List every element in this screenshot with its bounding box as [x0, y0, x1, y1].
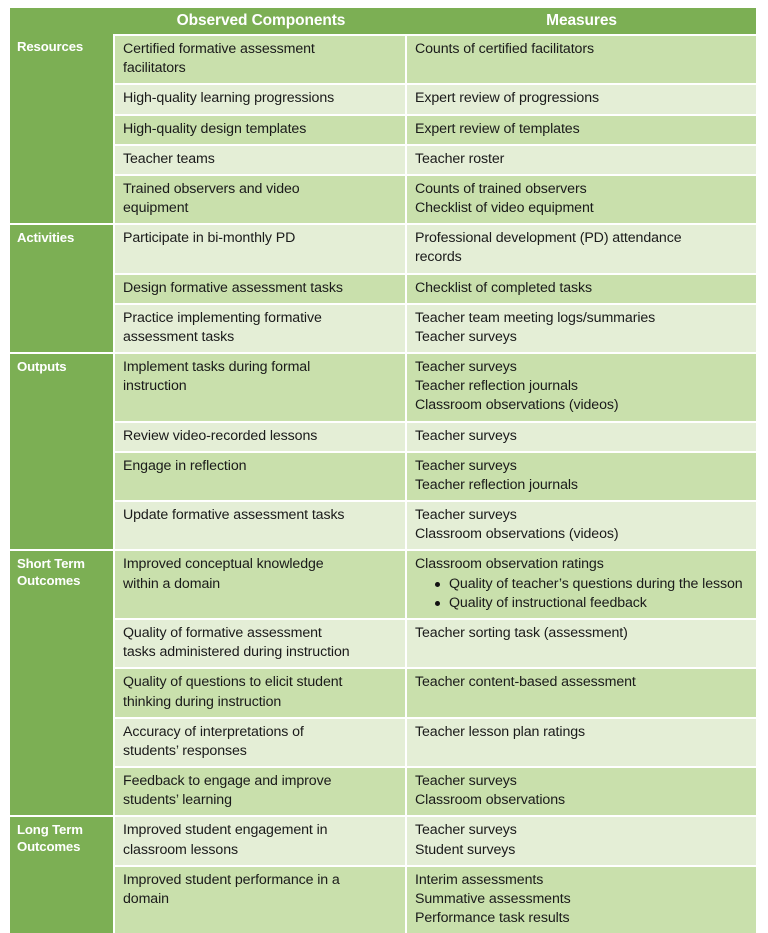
measure-line: Teacher team meeting logs/summaries [415, 309, 656, 326]
observed-component-cell [115, 303, 407, 352]
component-line: within a domain [123, 575, 221, 592]
component-line: tasks administered during instruction [123, 644, 350, 661]
measure-line: Interim assessments [415, 871, 544, 888]
header-observed-components: Observed Components [115, 8, 407, 34]
measure-line: Teacher surveys [415, 328, 517, 345]
measure-line: Expert review of templates [415, 120, 580, 137]
stage-label-long-term-outcomes [10, 815, 115, 933]
measure-line: Teacher surveys [415, 773, 517, 790]
stage-label-line: Long Term [17, 822, 83, 838]
component-line: Feedback to engage and improve [123, 773, 332, 790]
component-line: equipment [123, 200, 189, 217]
measure-line: Teacher surveys [415, 822, 517, 839]
table-row [10, 223, 756, 272]
stage-label-line: Outcomes [17, 839, 81, 855]
measures-cell [407, 114, 756, 144]
stage-label-line: Outputs [17, 359, 67, 375]
component-line: Quality of questions to elicit student [123, 674, 343, 691]
table-row [10, 451, 756, 500]
component-line: Trained observers and video [123, 180, 300, 197]
measure-line: Teacher lesson plan ratings [415, 723, 586, 740]
measure-line: Teacher reflection journals [415, 476, 578, 493]
measures-cell [407, 144, 756, 174]
measures-cell [407, 815, 756, 864]
measure-bullet-item: Quality of instructional feedback [435, 594, 748, 613]
measure-line: Counts of certified facilitators [415, 41, 594, 58]
measures-cell [407, 303, 756, 352]
observed-component-cell [115, 273, 407, 303]
table-row [10, 549, 756, 618]
observed-component-cell [115, 500, 407, 549]
table-row [10, 303, 756, 352]
component-line: Teacher teams [123, 150, 215, 167]
table-row [10, 34, 756, 83]
measures-cell [407, 549, 756, 618]
component-line: thinking during instruction [123, 693, 282, 710]
header-measures: Measures [407, 8, 756, 34]
measures-cell [407, 618, 756, 667]
table-row [10, 83, 756, 113]
stage-label-outputs [10, 352, 115, 549]
observed-component-cell [115, 144, 407, 174]
stage-label-activities [10, 223, 115, 352]
component-line: High-quality learning progressions [123, 90, 335, 107]
measures-cell [407, 500, 756, 549]
component-line: Improved student performance in a [123, 871, 340, 888]
measures-cell [407, 667, 756, 716]
table-row [10, 144, 756, 174]
component-line: Engage in reflection [123, 457, 247, 474]
measure-line: Teacher surveys [415, 457, 517, 474]
measure-line: Teacher surveys [415, 507, 517, 524]
measures-cell [407, 174, 756, 223]
component-line: High-quality design templates [123, 120, 307, 137]
table-row [10, 114, 756, 144]
table-row [10, 766, 756, 815]
measure-line: Performance task results [415, 910, 570, 927]
observed-component-cell [115, 451, 407, 500]
stage-label-resources [10, 34, 115, 223]
component-line: assessment tasks [123, 328, 235, 345]
measure-line: Teacher content-based assessment [415, 674, 636, 691]
table-row [10, 618, 756, 667]
measures-cell [407, 766, 756, 815]
table-header [10, 8, 756, 34]
component-line: Improved student engagement in [123, 822, 328, 839]
measure-line: Classroom observations (videos) [415, 526, 619, 543]
table-row [10, 865, 756, 933]
table-body [10, 34, 756, 933]
stage-label-short-term-outcomes [10, 549, 115, 815]
measure-line: Checklist of video equipment [415, 200, 594, 217]
component-line: Improved conceptual knowledge [123, 556, 324, 573]
component-line: Certified formative assessment [123, 41, 315, 58]
component-line: Update formative assessment tasks [123, 507, 345, 524]
logic-model-table [10, 8, 756, 933]
table-row [10, 667, 756, 716]
header-stage-spacer [10, 8, 115, 34]
component-line: Accuracy of interpretations of [123, 723, 304, 740]
observed-component-cell [115, 717, 407, 766]
stage-label-line: Short Term [17, 556, 85, 572]
observed-component-cell [115, 766, 407, 815]
component-line: Review video-recorded lessons [123, 427, 318, 444]
component-line: students’ responses [123, 742, 247, 759]
measure-line: Checklist of completed tasks [415, 279, 592, 296]
observed-component-cell [115, 223, 407, 272]
measure-line: Teacher reflection journals [415, 378, 578, 395]
measure-line: Classroom observation ratings [415, 556, 604, 573]
observed-component-cell [115, 114, 407, 144]
observed-component-cell [115, 815, 407, 864]
component-line: facilitators [123, 60, 186, 77]
measure-bullet-item: Quality of teacher’s questions during the lesson [435, 575, 748, 594]
observed-component-cell [115, 618, 407, 667]
observed-component-cell [115, 34, 407, 83]
table-row [10, 421, 756, 451]
measure-line: Student surveys [415, 841, 516, 858]
measure-line: Expert review of progressions [415, 90, 599, 107]
component-line: classroom lessons [123, 841, 238, 858]
measure-line: Counts of trained observers [415, 180, 587, 197]
component-line: Design formative assessment tasks [123, 279, 343, 296]
measure-line: Teacher surveys [415, 427, 517, 444]
measure-line: Teacher surveys [415, 359, 517, 376]
measure-line: Teacher sorting task (assessment) [415, 625, 628, 641]
measure-line: Classroom observations (videos) [415, 397, 619, 414]
observed-component-cell [115, 83, 407, 113]
measures-cell [407, 34, 756, 83]
measures-cell [407, 717, 756, 766]
observed-component-cell [115, 549, 407, 618]
component-line: domain [123, 890, 169, 907]
measures-cell [407, 273, 756, 303]
component-line: students’ learning [123, 792, 232, 809]
observed-component-cell [115, 174, 407, 223]
measures-cell [407, 421, 756, 451]
observed-component-cell [115, 352, 407, 421]
table-row [10, 500, 756, 549]
measure-line: Teacher roster [415, 150, 505, 167]
measures-cell [407, 83, 756, 113]
observed-component-cell [115, 865, 407, 933]
measure-line: Classroom observations [415, 792, 565, 809]
table-row [10, 815, 756, 864]
stage-label-line: Outcomes [17, 573, 81, 589]
measures-cell [407, 865, 756, 933]
measure-line: records [415, 249, 462, 266]
measure-line: Professional development (PD) attendance [415, 230, 682, 247]
component-line: Implement tasks during formal [123, 359, 311, 376]
table-row [10, 273, 756, 303]
measures-cell [407, 352, 756, 421]
measures-cell [407, 223, 756, 272]
component-line: instruction [123, 378, 187, 395]
table-row [10, 717, 756, 766]
observed-component-cell [115, 421, 407, 451]
table-row [10, 174, 756, 223]
measure-bullet-list [415, 575, 748, 613]
header-row [10, 8, 756, 34]
table-row [10, 352, 756, 421]
observed-component-cell [115, 667, 407, 716]
stage-label-line: Activities [17, 230, 75, 246]
component-line: Practice implementing formative [123, 309, 322, 326]
stage-label-line: Resources [17, 39, 84, 55]
component-line: Participate in bi-monthly PD [123, 230, 296, 247]
measures-cell [407, 451, 756, 500]
component-line: Quality of formative assessment [123, 625, 322, 641]
measure-line: Summative assessments [415, 890, 571, 907]
